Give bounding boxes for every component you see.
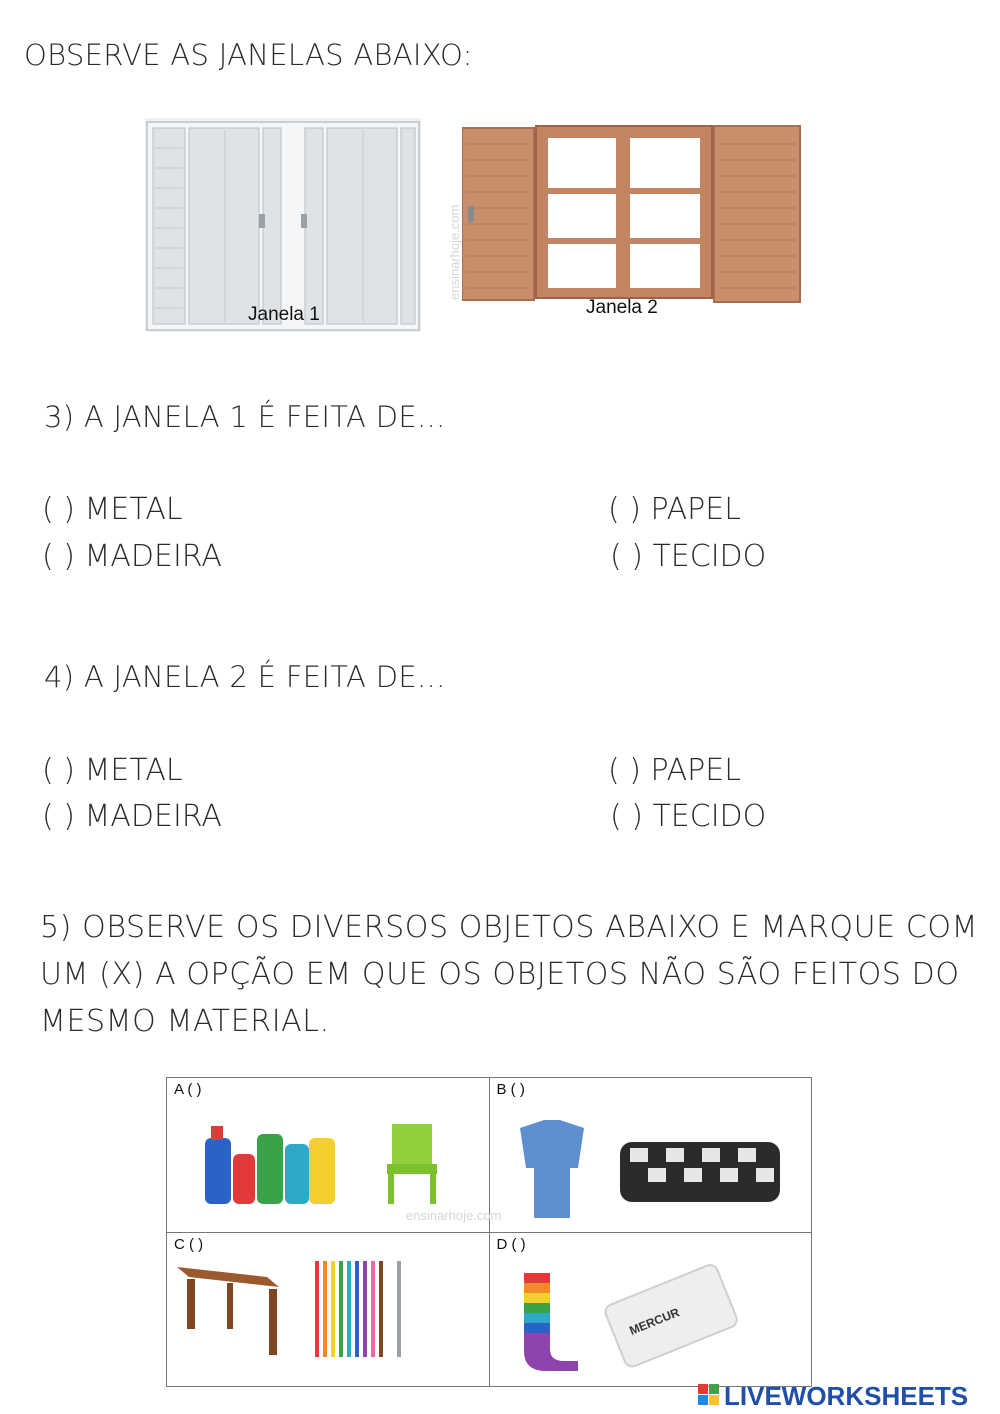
cell-b-label[interactable]: B ( ) <box>496 1081 525 1098</box>
q5-prompt: 5) OBSERVE OS DIVERSOS OBJETOS ABAIXO E MARQUE COM UM (X) A OPÇÃO EM QUE OS OBJETOS NÃO SÃO FEITOS DO MESMO MATERIAL. <box>40 910 979 1039</box>
watermark: ensinarhoje.com <box>447 204 462 300</box>
q4-option-metal[interactable]: ( ) METAL <box>42 753 183 788</box>
cleaning-bottles-and-chair <box>197 1118 457 1208</box>
window-1-image <box>145 118 421 332</box>
q3-option-tecido[interactable]: ( ) TECIDO <box>610 539 767 574</box>
page-title: OBSERVE AS JANELAS ABAIXO: <box>24 38 473 72</box>
window-2-caption: Janela 2 <box>586 297 658 318</box>
cell-d[interactable] <box>489 1232 812 1387</box>
shirt-and-blanket <box>500 1114 800 1224</box>
cell-b[interactable] <box>489 1078 812 1233</box>
q4-prompt: 4) A JANELA 2 É FEITA DE... <box>44 660 446 694</box>
cell-a-label[interactable]: A ( ) <box>174 1081 202 1098</box>
logo-text: LIVEWORKSHEETS <box>724 1381 969 1410</box>
cell-c-label[interactable]: C ( ) <box>174 1235 204 1253</box>
cell-c[interactable] <box>167 1232 490 1387</box>
window-2-image <box>462 124 802 304</box>
window-1-caption: Janela 1 <box>248 304 320 325</box>
q3-option-metal[interactable]: ( ) METAL <box>42 492 183 527</box>
q4-option-madeira[interactable]: ( ) MADEIRA <box>42 799 222 834</box>
q3-option-madeira[interactable]: ( ) MADEIRA <box>42 539 222 574</box>
eraser-brand: MERCUR <box>626 1304 681 1338</box>
q4-option-papel[interactable]: ( ) PAPEL <box>608 753 741 788</box>
cell-d-label[interactable]: D ( ) <box>496 1235 526 1253</box>
objects-grid <box>166 1077 812 1387</box>
q3-prompt: 3) A JANELA 1 É FEITA DE... <box>44 400 446 434</box>
table-and-pencils <box>173 1257 473 1361</box>
liveworksheets-logo <box>698 1380 994 1410</box>
q4-option-tecido[interactable]: ( ) TECIDO <box>610 799 767 834</box>
q3-option-papel[interactable]: ( ) PAPEL <box>608 492 741 527</box>
grid-watermark: ensinarhoje.com <box>406 1208 502 1223</box>
sock-and-eraser <box>510 1253 750 1377</box>
